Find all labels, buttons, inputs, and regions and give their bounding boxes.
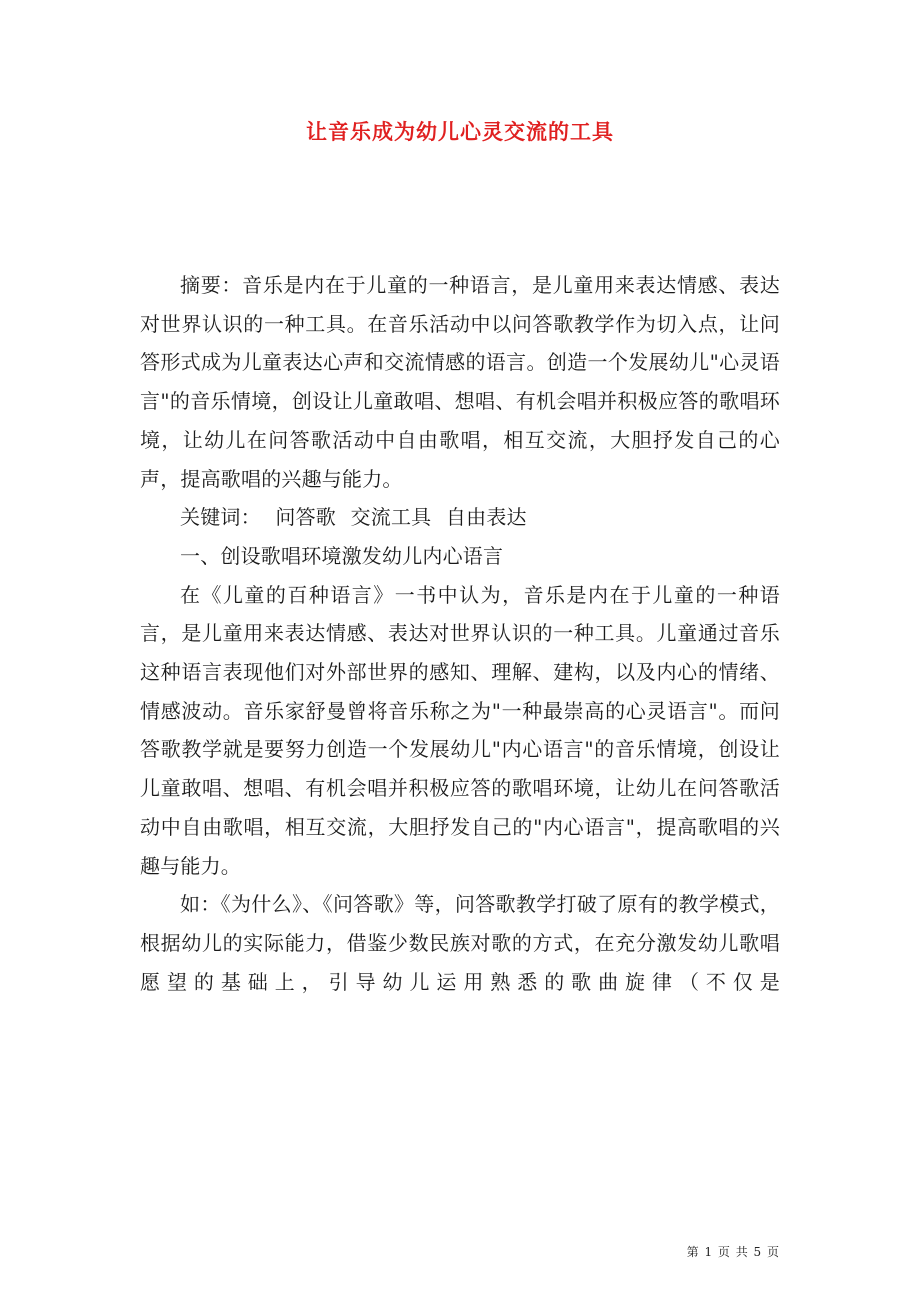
page-number: 第 1 页 共 5 页 xyxy=(686,1245,780,1259)
keyword-item: 自由表达 xyxy=(445,505,527,530)
keyword-item: 问答歌 xyxy=(275,505,336,530)
abstract-paragraph: 摘要：音乐是内在于儿童的一种语言，是儿童用来表达情感、表达对世界认识的一种工具。在音乐活动中以问答歌教学作为切入点，让问答形式成为儿童表达心声和交流情感的语言。创造一个发展幼儿"心灵语言"的音乐情境，创设让儿童敢唱、想唱、有机会唱并积极应答的歌唱环境，让幼儿在问答歌活动中自由歌唱，相互交流，大胆抒发自己的心声，提高歌唱的兴趣与能力。 xyxy=(140,273,780,491)
keywords-line xyxy=(140,498,780,537)
section-heading: 一、创设歌唱环境激发幼儿内心语言 xyxy=(180,543,504,568)
keyword-item: 交流工具 xyxy=(350,505,432,530)
keywords-label: 关键词： xyxy=(180,505,261,530)
body-paragraph: 如：《为什么》、《问答歌》等，问答歌教学打破了原有的教学模式，根据幼儿的实际能力，借鉴少数民族对歌的方式，在充分激发幼儿歌唱愿望的基础上，引导幼儿运用熟悉的歌曲旋律（不仅是 xyxy=(140,892,780,994)
document-title: 让音乐成为幼儿心灵交流的工具 xyxy=(306,119,614,144)
body-paragraph: 在《儿童的百种语言》一书中认为，音乐是内在于儿童的一种语言，是儿童用来表达情感、表达对世界认识的一种工具。儿童通过音乐这种语言表现他们对外部世界的感知、理解、建构，以及内心的情绪、情感波动。音乐家舒曼曾将音乐称之为"一种最崇高的心灵语言"。而问答歌教学就是要努力创造一个发展幼儿"内心语言"的音乐情境，创设让儿童敢唱、想唱、有机会唱并积极应答的歌唱环境，让幼儿在问答歌活动中自由歌唱，相互交流，大胆抒发自己的"内心语言"，提高歌唱的兴趣与能力。 xyxy=(140,582,780,878)
document-body xyxy=(140,266,780,1001)
